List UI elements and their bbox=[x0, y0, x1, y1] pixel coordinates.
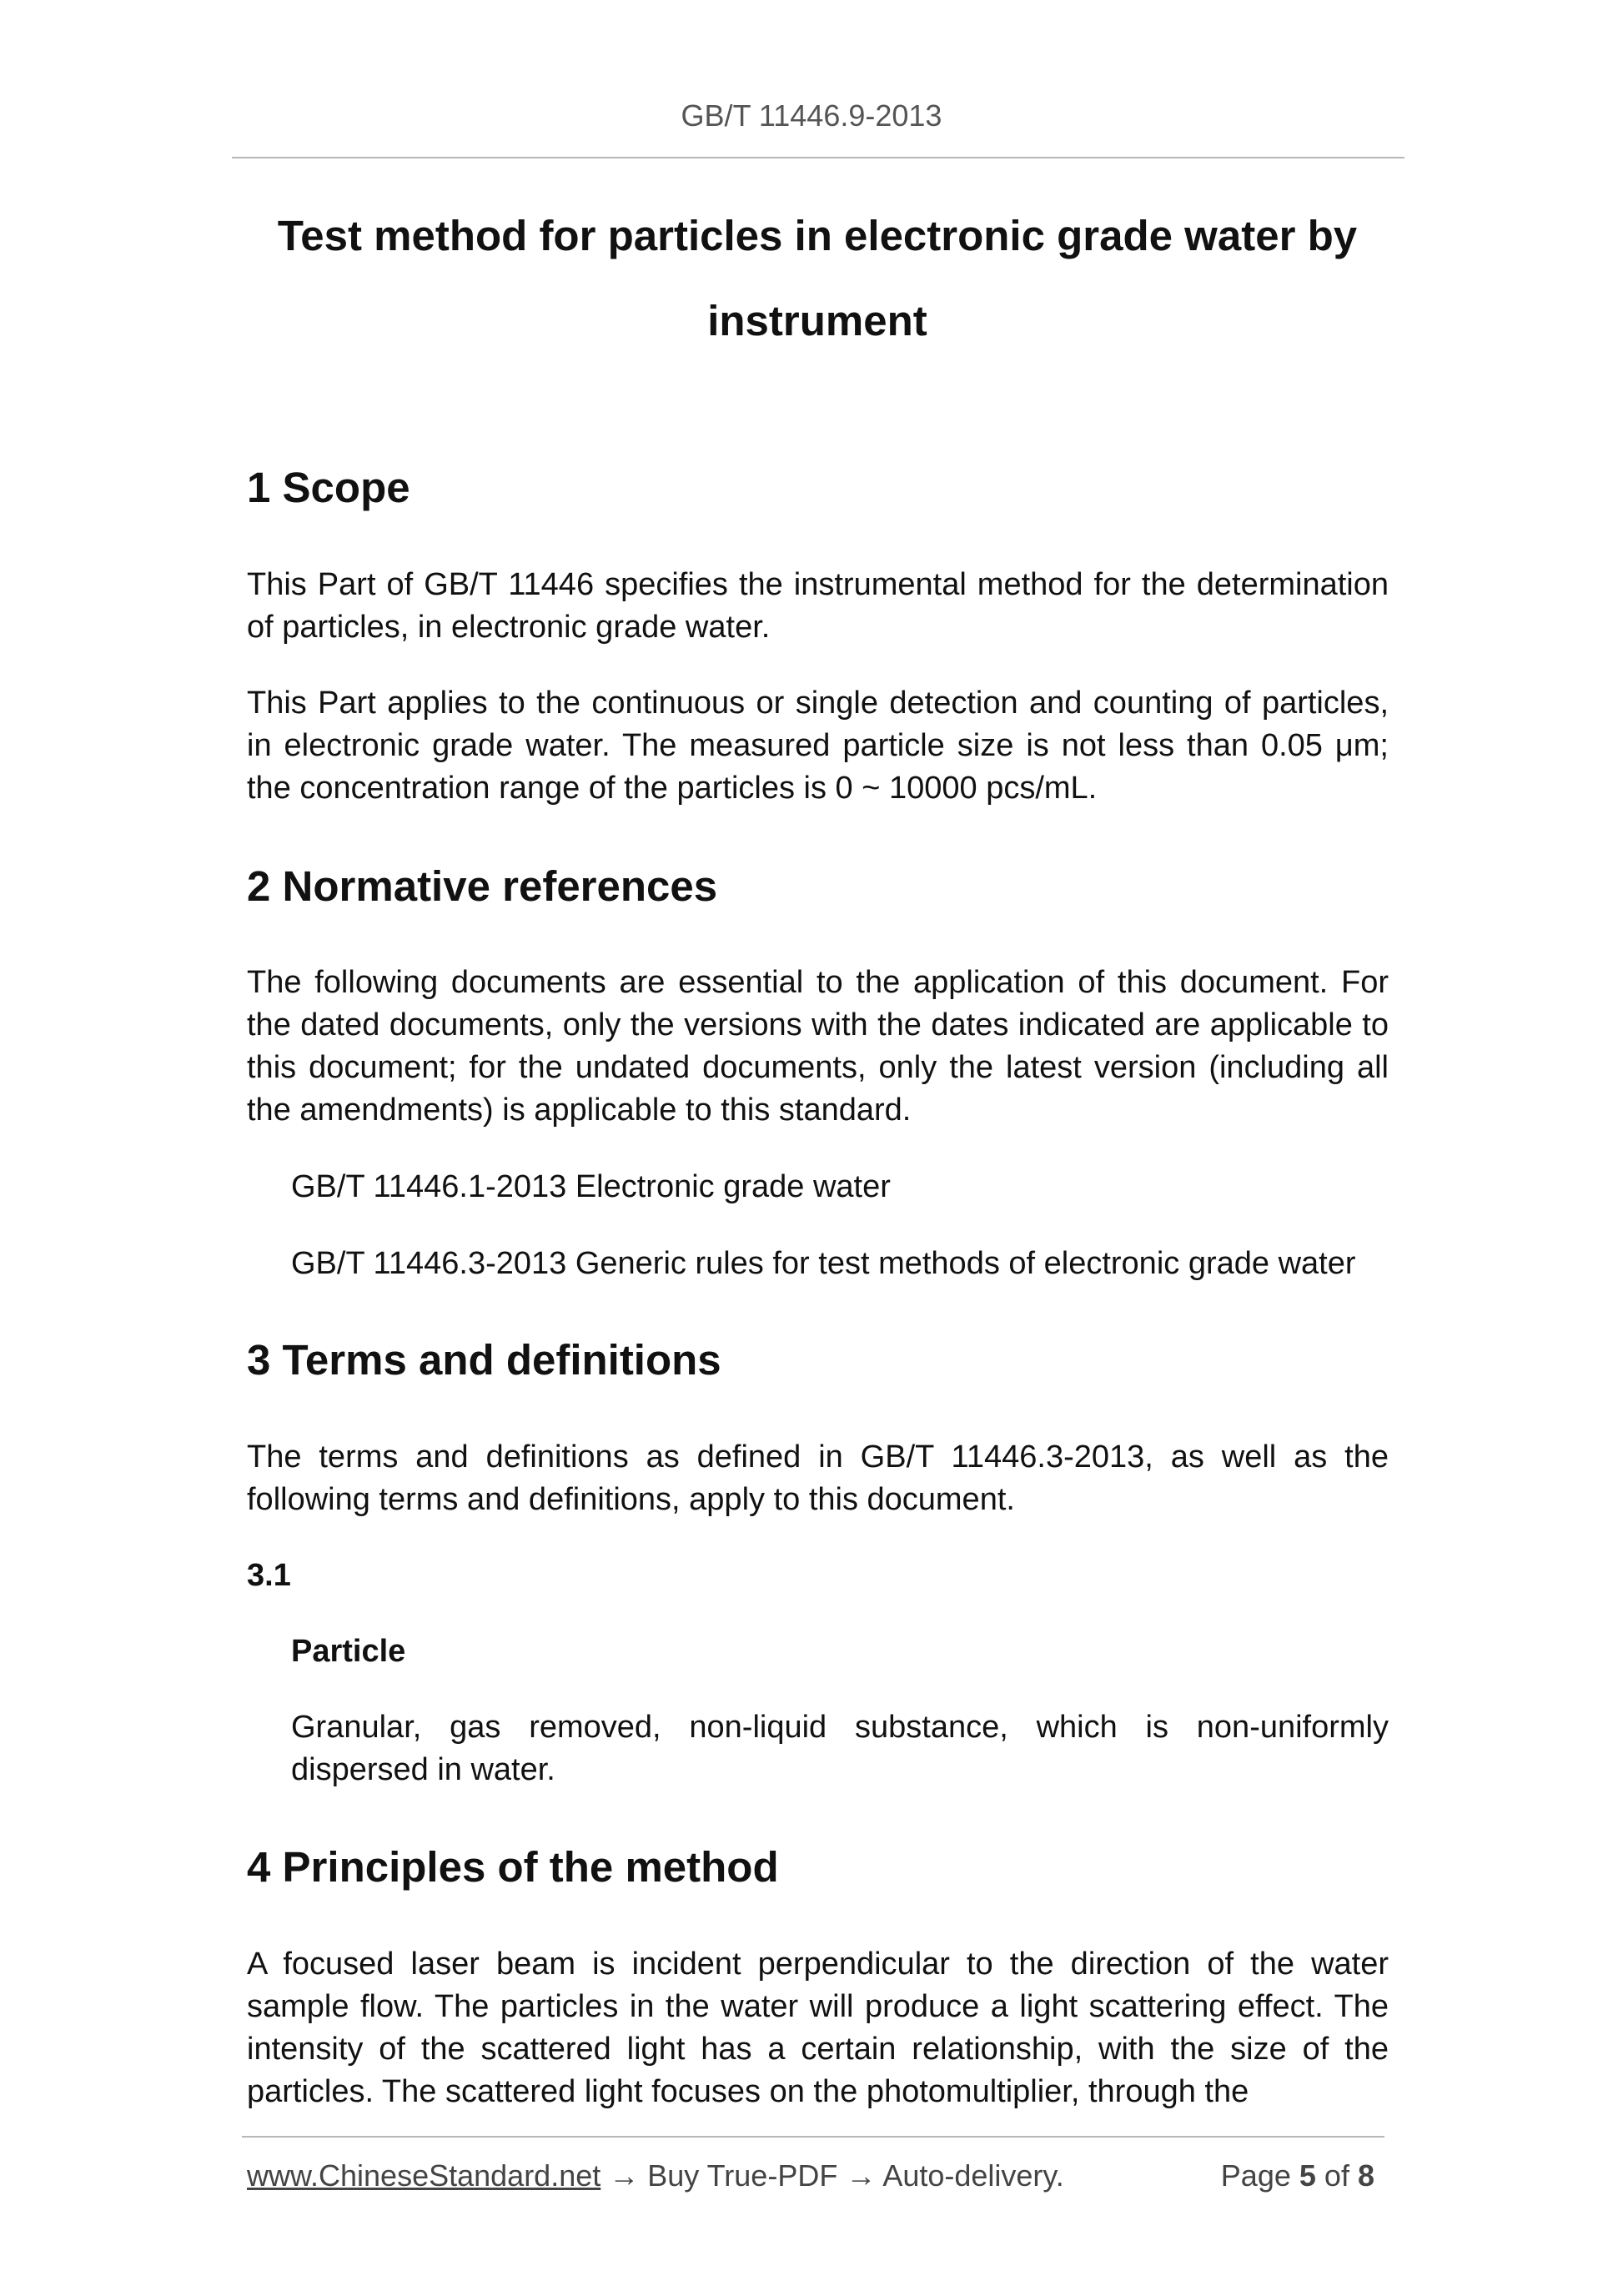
section-heading-normative-references: 2 Normative references bbox=[247, 862, 718, 910]
term-definition: Granular, gas removed, non-liquid substance, which is non-uniformly dispersed in water. bbox=[291, 1710, 1389, 1787]
section-heading-terms-and-definitions: 3 Terms and definitions bbox=[247, 1336, 721, 1384]
normative-references-paragraph: The following documents are essential to the application of this document. For the dated documents, only the versions with the dates indicated are applicable to this document; for the undated documents, only the latest version (including all the amendments) is applicable to this standard. bbox=[247, 965, 1389, 1128]
header-divider bbox=[232, 157, 1404, 158]
document-title-line-1: Test method for particles in electronic grade water by bbox=[277, 212, 1358, 259]
term-name: Particle bbox=[291, 1634, 406, 1669]
term-number: 3.1 bbox=[247, 1558, 291, 1593]
page-label: Page bbox=[1220, 2158, 1291, 2193]
terms-intro-paragraph: The terms and definitions as defined in GB/T 11446.3-2013, as well as the following terms and definitions, apply to this document. bbox=[247, 1439, 1389, 1517]
footer-promo-text: → Buy True-PDF → Auto-delivery. bbox=[600, 2158, 1064, 2193]
footer-divider bbox=[242, 2136, 1384, 2138]
running-header: GB/T 11446.9-2013 bbox=[681, 98, 942, 133]
reference-item-1: GB/T 11446.1-2013 Electronic grade water bbox=[291, 1169, 891, 1204]
page-current: 5 bbox=[1299, 2158, 1316, 2193]
page-indicator bbox=[1221, 2158, 1374, 2193]
scope-paragraph-2: This Part applies to the continuous or single detection and counting of particles, in electronic grade water. The measured particle size is not less than 0.05 μm; the concentration range of the particles is 0 ~ 10000 pcs/mL. bbox=[247, 686, 1389, 806]
principles-paragraph: A focused laser beam is incident perpendicular to the direction of the water sample flow. The particles in the water will produce a light scattering effect. The intensity of the scattered light has a certain relationship, with the size of the particles. The scattered light focuses on the photomultiplier, through the bbox=[247, 1947, 1389, 2109]
footer-website-link[interactable]: www.ChineseStandard.net bbox=[247, 2158, 601, 2193]
page-of-label: of bbox=[1324, 2158, 1349, 2193]
scope-paragraph-1: This Part of GB/T 11446 specifies the instrumental method for the determination of particles, in electronic grade water. bbox=[247, 567, 1389, 645]
section-heading-principles: 4 Principles of the method bbox=[247, 1843, 779, 1891]
page-total: 8 bbox=[1357, 2158, 1374, 2193]
reference-item-2: GB/T 11446.3-2013 Generic rules for test methods of electronic grade water bbox=[291, 1246, 1356, 1281]
section-heading-scope: 1 Scope bbox=[247, 464, 410, 511]
document-title-line-2: instrument bbox=[707, 297, 927, 344]
footer-promo bbox=[247, 2158, 1064, 2193]
